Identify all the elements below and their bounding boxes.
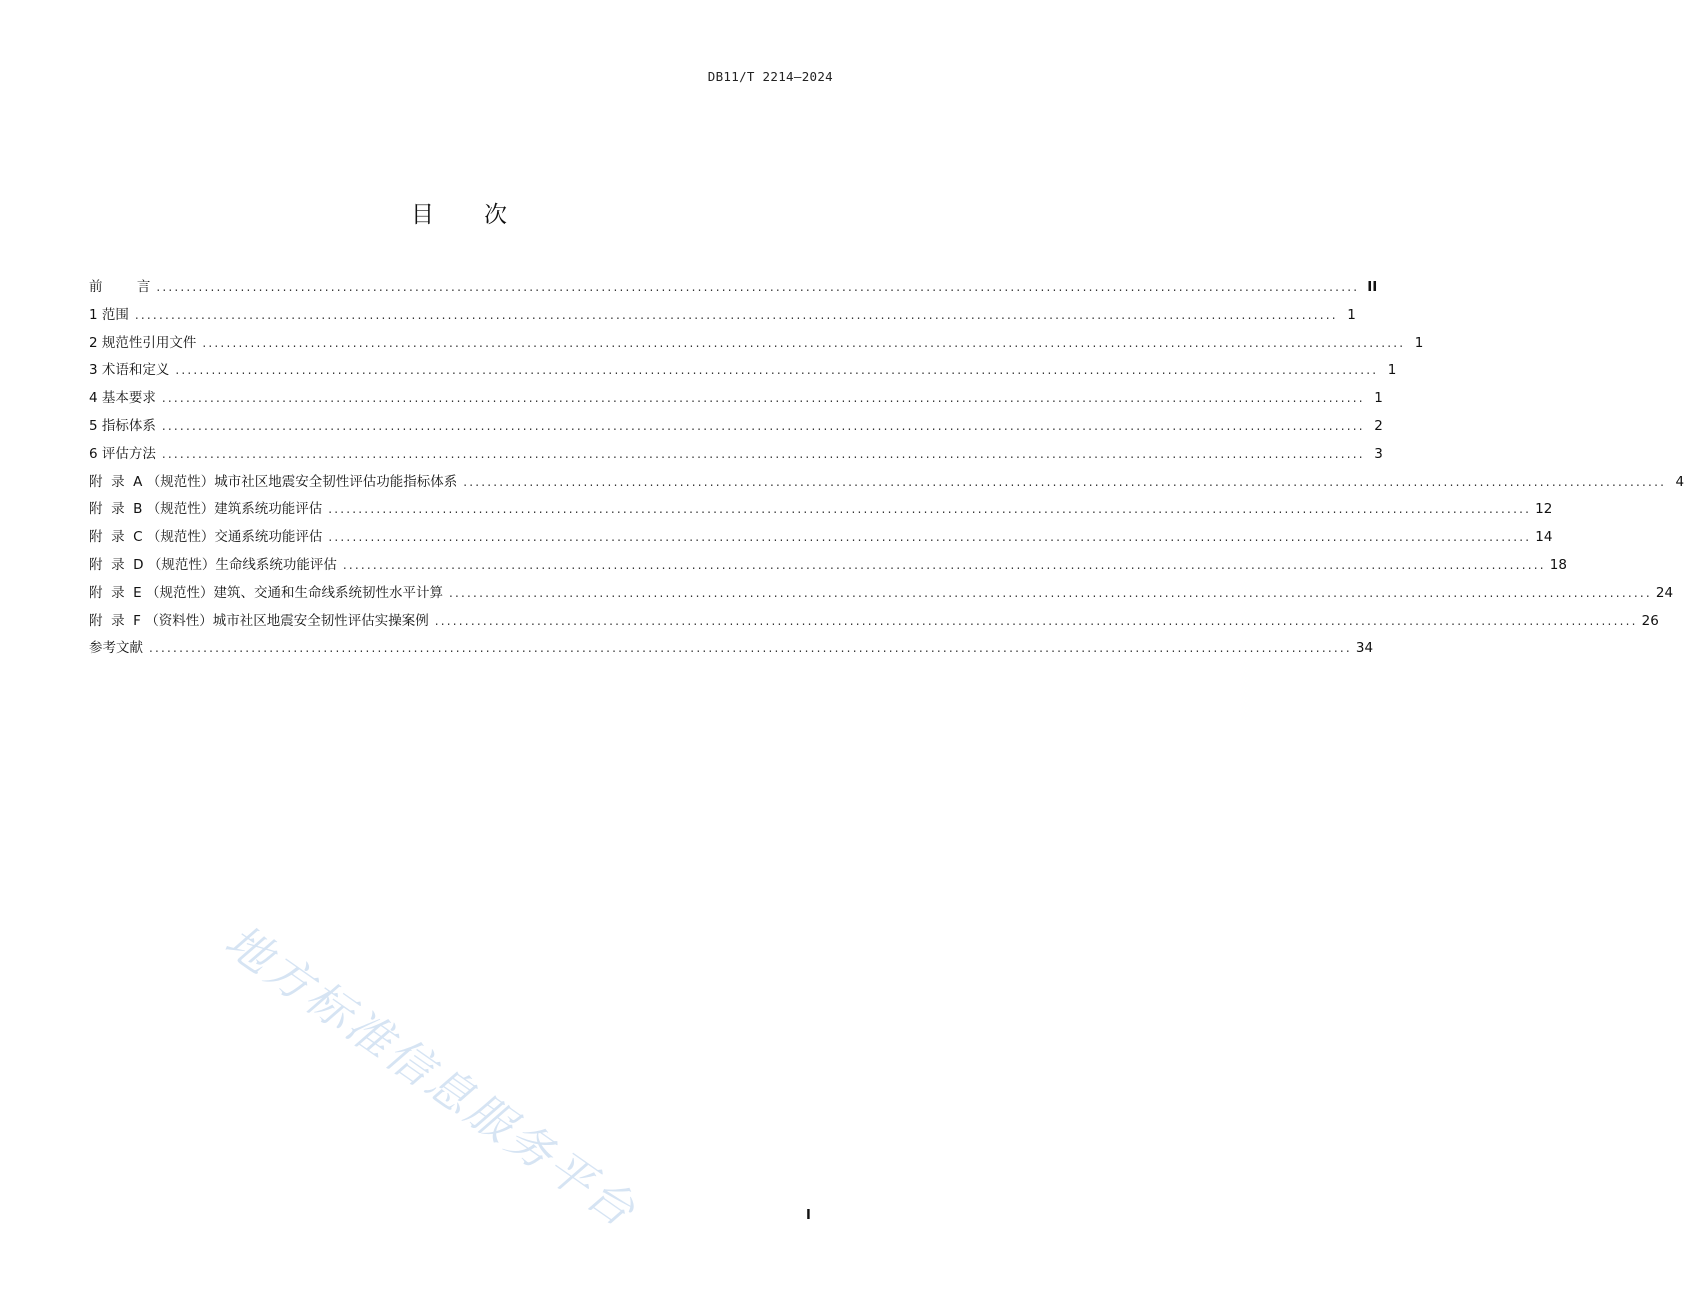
toc-leader-dots: ........................................................................................................................................................................................................	[175, 363, 1379, 378]
toc-entry-page: 2	[1374, 417, 1383, 434]
toc-entry-label: 附 录 F （资料性）城市社区地震安全韧性评估实操案例	[89, 612, 429, 629]
toc-entry-appendix-f[interactable]	[89, 609, 1659, 637]
toc-leader-dots: ........................................................................................................................................................................................................	[156, 280, 1360, 294]
page-number: I	[806, 1208, 811, 1223]
toc-leader-dots: ........................................................................................................................................................................................................	[202, 335, 1406, 350]
toc-entry-appendix-e[interactable]	[89, 581, 1674, 609]
toc-title	[0, 196, 920, 229]
toc-entry-label: 4 基本要求	[89, 390, 156, 407]
toc-entry-label: 6 评估方法	[89, 445, 156, 462]
toc-entry-page: 14	[1535, 529, 1553, 546]
toc-entry-label: 附 录 A （规范性）城市社区地震安全韧性评估功能指标体系	[89, 473, 458, 490]
toc-leader-dots: ........................................................................................................................................................................................................	[161, 446, 1365, 461]
toc-entry-assessment-method[interactable]	[89, 442, 1383, 470]
toc-entry-label: 前 言	[89, 279, 151, 295]
toc-entry-appendix-d[interactable]	[89, 553, 1567, 581]
document-code: DB11/T 2214—2024	[707, 69, 833, 84]
toc-entry-page: 18	[1549, 556, 1567, 573]
toc-entry-label: 参考文献	[89, 640, 143, 657]
toc-entry-page: 3	[1374, 445, 1383, 462]
toc-title-part1: 目	[411, 202, 436, 228]
toc-leader-dots: ........................................................................................................................................................................................................	[342, 557, 1546, 572]
toc-entry-label: 附 录 E （规范性）建筑、交通和生命线系统韧性水平计算	[89, 584, 443, 601]
toc-entry-label: 2 规范性引用文件	[89, 334, 197, 351]
toc-entry-indicator-system[interactable]	[89, 414, 1383, 442]
toc-entry-label: 附 录 B （规范性）建筑系统功能评估	[89, 501, 323, 518]
toc-entry-page: 4	[1675, 473, 1684, 490]
toc-entry-appendix-b[interactable]	[89, 497, 1553, 525]
toc-entry-appendix-c[interactable]	[89, 525, 1553, 553]
toc-entry-label: 1 范围	[89, 306, 129, 323]
toc-title-part2: 次	[484, 202, 509, 228]
toc-entry-scope[interactable]	[89, 303, 1356, 331]
toc-entry-appendix-a[interactable]	[89, 470, 1684, 498]
toc-entry-normative-references[interactable]	[89, 331, 1424, 359]
toc-entry-label: 附 录 C （规范性）交通系统功能评估	[89, 529, 323, 546]
toc-entry-page: 1	[1414, 334, 1424, 351]
toc-leader-dots: ........................................................................................................................................................................................................	[434, 613, 1638, 628]
toc-entry-label: 附 录 D （规范性）生命线系统功能评估	[89, 556, 337, 573]
toc-entry-basic-requirements[interactable]	[89, 386, 1383, 414]
toc-leader-dots: ........................................................................................................................................................................................................	[463, 474, 1667, 489]
toc-entry-page: 34	[1355, 640, 1374, 657]
toc-entry-page: 1	[1347, 306, 1356, 323]
toc-leader-dots: ........................................................................................................................................................................................................	[449, 585, 1652, 600]
watermark: 地方标准信息服务平台	[215, 914, 648, 1239]
toc-entry-terms-definitions[interactable]	[89, 358, 1397, 386]
toc-leader-dots: ........................................................................................................................................................................................................	[328, 502, 1532, 517]
toc-leader-dots: ........................................................................................................................................................................................................	[328, 530, 1532, 545]
toc-entry-page: 1	[1374, 390, 1383, 407]
toc-entry-label: 3 术语和定义	[89, 362, 170, 379]
toc-leader-dots: ........................................................................................................................................................................................................	[161, 391, 1365, 406]
toc-leader-dots: ........................................................................................................................................................................................................	[161, 418, 1365, 433]
toc-entry-page: 24	[1655, 584, 1674, 601]
toc-entry-bibliography[interactable]	[89, 636, 1374, 664]
toc-leader-dots: ........................................................................................................................................................................................................	[149, 641, 1352, 656]
toc-entry-label: 5 指标体系	[89, 417, 156, 434]
toc-leader-dots: ........................................................................................................................................................................................................	[134, 307, 1338, 322]
table-of-contents	[89, 275, 1684, 664]
toc-entry-page: 26	[1641, 612, 1659, 629]
toc-entry-foreword[interactable]	[89, 275, 1378, 303]
toc-entry-page: II	[1367, 279, 1378, 295]
toc-entry-page: 1	[1387, 362, 1397, 379]
toc-entry-page: 12	[1535, 501, 1553, 518]
